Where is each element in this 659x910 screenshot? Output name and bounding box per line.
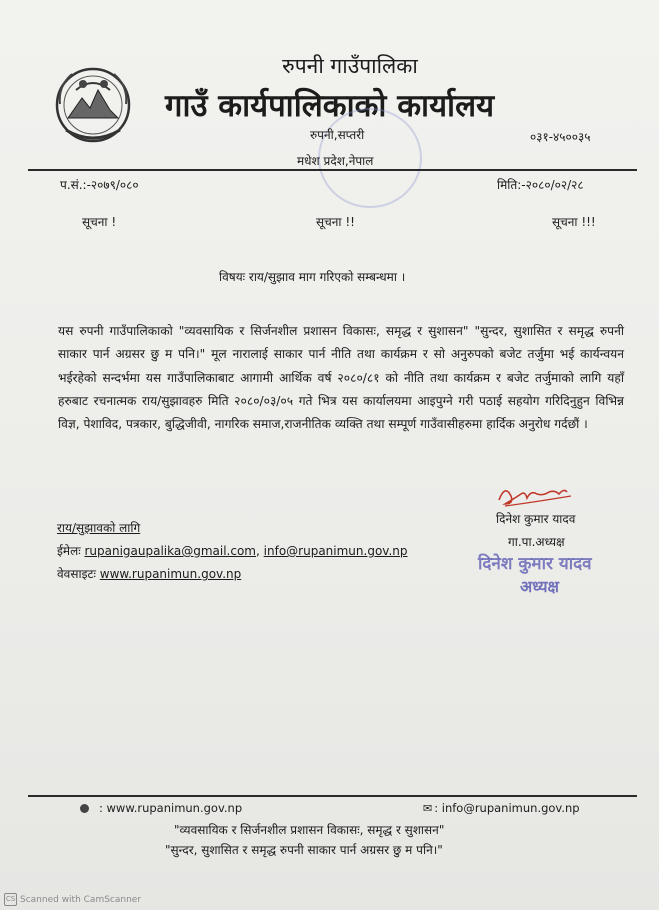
- globe-icon: [80, 804, 89, 813]
- address-line-1: रुपनी,सप्तरी: [310, 128, 365, 142]
- body-paragraph: यस रुपनी गाउँपालिकाको "व्यवसायिक र सिर्जनशील प्रशासन विकासः, समृद्ध र सुशासन" "सुन्दर, सुशासित र समृद्ध रुपनी साकार पार्न अग्रसर छु म पनि।" मूल नारालाई साकार पार्न नीति तथा कार्यक्रम र सो अनुरुपको बजेट तर्जुमा भई कार्यन्वयन भईरहेको सन्दर्भमा यस गाउँपालिकाबाट आगामी आर्थिक वर्ष २०८०/८१ को नीति तथा कार्यक्रम र बजेट तर्जुमाको लागि यहाँ हरुबाट रचनात्मक राय/सुझावहरु मिति २०८०/०३/०५ गते भित्र यस कार्यालयमा आइपुग्ने गरी पठाई सहयोग गरिदिनुहुन विभिन्न विज्ञ, पेशाविद, पत्रकार, बुद्धिजीवी, नागरिक समाज,राजनीतिक व्यक्ति तथा सम्पूर्ण गाउँवासीहरुमा हार्दिक अनुरोध गर्दछौं ।: [58, 324, 624, 432]
- footer-email: [423, 801, 580, 815]
- email-link-info[interactable]: info@rupanimun.gov.np: [263, 544, 408, 558]
- footer-website-text[interactable]: : www.rupanimun.gov.np: [99, 801, 243, 815]
- email-row: [57, 542, 408, 559]
- address-line-2: मधेश प्रदेश,नेपाल: [297, 154, 374, 168]
- subject-line: विषयः राय/सुझाव माग गरिएको सम्बन्धमा ।: [219, 270, 406, 284]
- scanner-watermark: [4, 893, 141, 906]
- camscanner-logo-icon: CS: [4, 893, 17, 906]
- footer-email-text[interactable]: : info@rupanimun.gov.np: [434, 801, 580, 815]
- contact-heading: राय/सुझावको लागि: [57, 521, 141, 535]
- signatory-title: गा.पा.अध्यक्ष: [508, 535, 565, 549]
- email-label: ईमेलः: [57, 544, 81, 558]
- letter-date: मिति:-२०८०/०२/२८: [497, 178, 584, 192]
- office-title: गाउँ कार्यपालिकाको कार्यालय: [165, 88, 495, 124]
- signature-icon: [495, 480, 577, 510]
- signatory-name: दिनेश कुमार यादव: [496, 512, 576, 526]
- footer-slogan-1: "व्यवसायिक र सिर्जनशील प्रशासन विकासः, समृद्ध र सुशासन": [174, 823, 445, 837]
- website-label: वेवसाइटः: [57, 567, 96, 581]
- emblem-icon: [52, 60, 134, 150]
- notice-label-3: सूचना !!!: [552, 215, 596, 229]
- header-divider: [28, 169, 637, 171]
- seal-name-stamp: दिनेश कुमार यादव: [478, 554, 592, 574]
- seal-title-stamp: अध्यक्ष: [520, 577, 559, 596]
- footer-website: [80, 801, 242, 815]
- footer-slogan-2: "सुन्दर, सुशासित र समृद्ध रुपनी साकार पार्न अग्रसर छु म पनि।": [165, 843, 443, 857]
- mail-icon: ✉: [423, 802, 433, 815]
- email-separator: ,: [256, 544, 260, 558]
- website-link[interactable]: www.rupanimun.gov.np: [99, 567, 242, 581]
- email-link-gmail[interactable]: rupanigaupalika@gmail.com: [84, 544, 256, 558]
- notice-label-2: सूचना !!: [316, 215, 355, 229]
- gaupalika-name: रुपनी गाउँपालिका: [282, 54, 418, 78]
- website-row: [57, 565, 241, 582]
- scanner-watermark-text: Scanned with CamScanner: [20, 895, 142, 905]
- notice-label-1: सूचना !: [82, 215, 117, 229]
- footer-divider: [28, 795, 637, 797]
- reference-number: प.सं.:-२०७९/०८०: [60, 178, 139, 192]
- phone-number: ०३१-४५००३५: [530, 130, 591, 144]
